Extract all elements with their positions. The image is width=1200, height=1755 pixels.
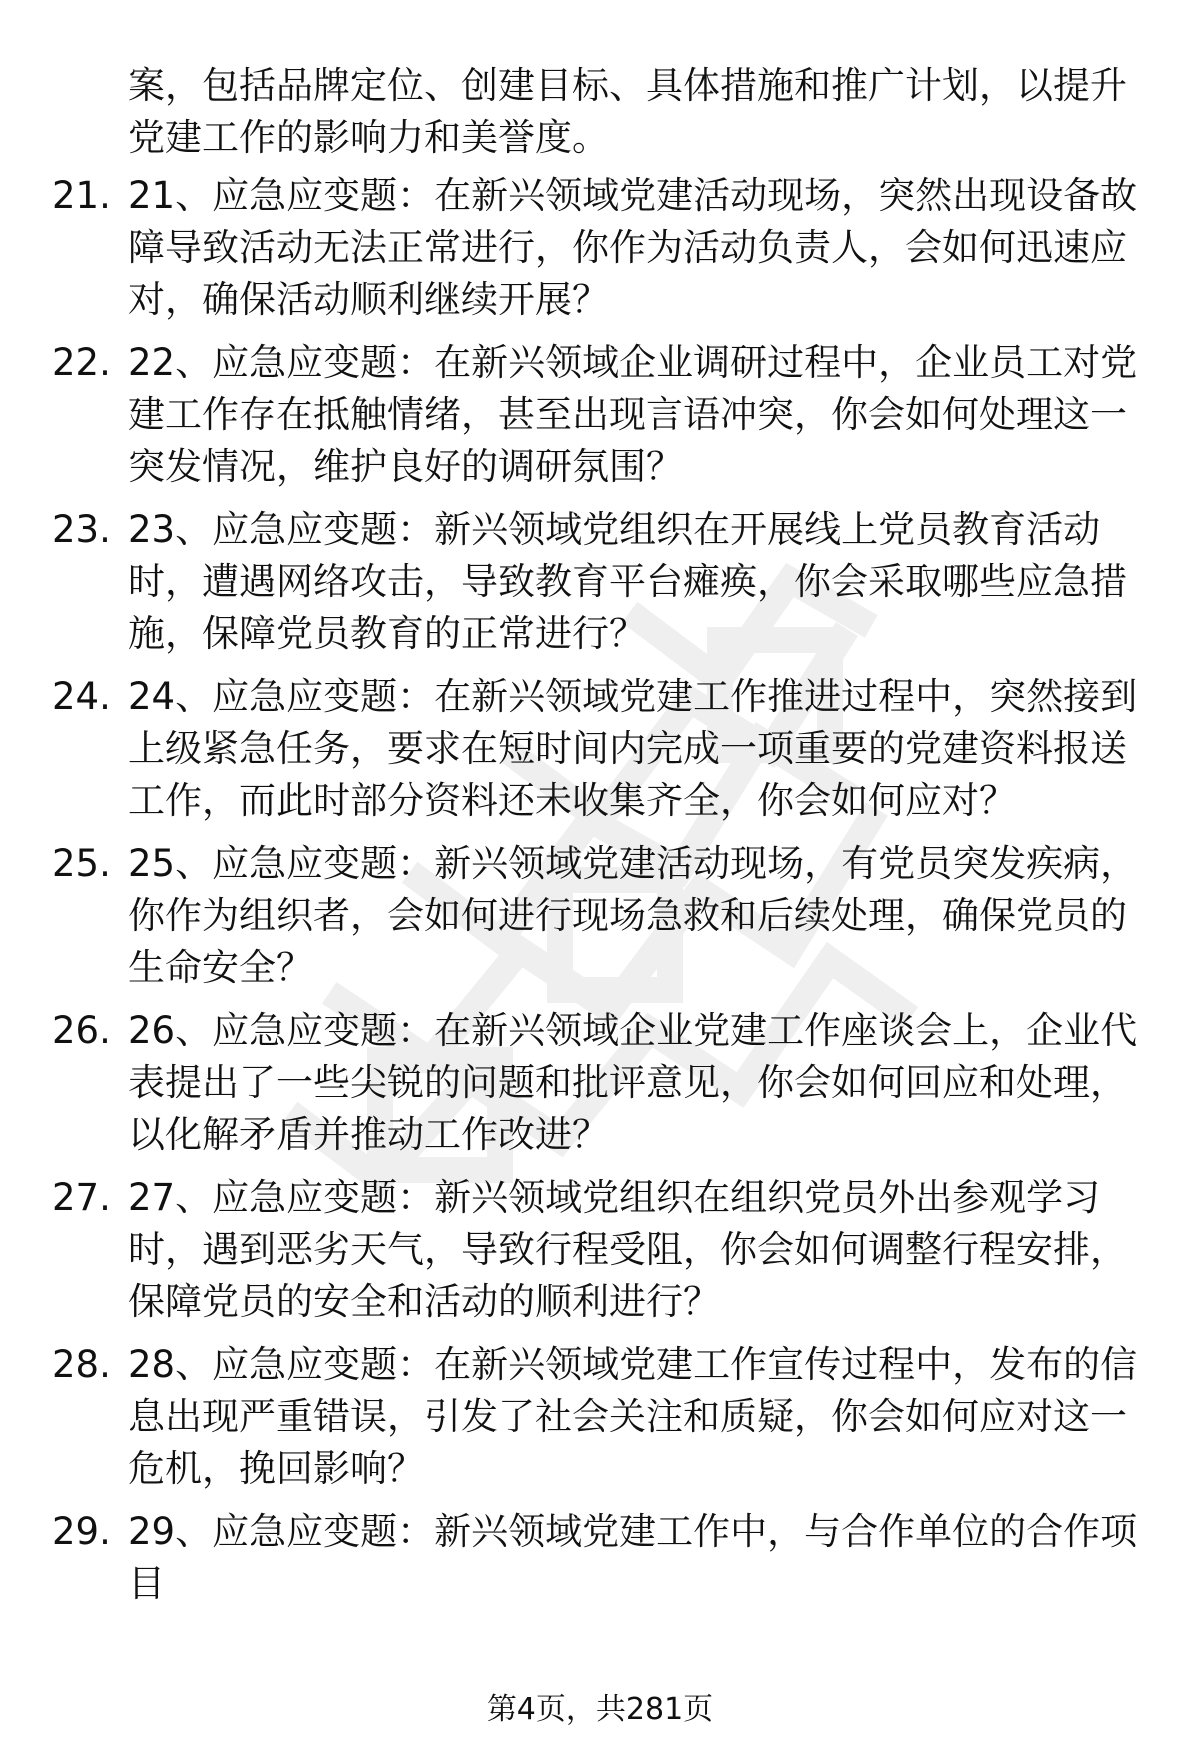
list-item <box>52 504 1152 660</box>
list-item <box>52 1172 1152 1328</box>
list-item-number: 24. <box>52 675 111 718</box>
list-item <box>52 170 1152 326</box>
list-item-text: 27、应急应变题：新兴领域党组织在组织党员外出参观学习时，遇到恶劣天气，导致行程受阻，你会如何调整行程安排，保障党员的安全和活动的顺利进行？ <box>128 1176 1127 1323</box>
list-item-number: 21. <box>52 174 111 217</box>
list-item-text: 28、应急应变题：在新兴领域党建工作宣传过程中，发布的信息出现严重错误，引发了社会关注和质疑，你会如何应对这一危机，挽回影响？ <box>128 1343 1138 1490</box>
list-item-text: 26、应急应变题：在新兴领域企业党建工作座谈会上，企业代表提出了一些尖锐的问题和批评意见，你会如何回应和处理，以化解矛盾并推动工作改进？ <box>128 1009 1138 1156</box>
list-item <box>52 838 1152 994</box>
list-item <box>52 337 1152 493</box>
list-item-number: 23. <box>52 508 111 551</box>
list-item <box>52 1339 1152 1495</box>
list-item-number: 26. <box>52 1009 111 1052</box>
list-item-text: 21、应急应变题：在新兴领域党建活动现场，突然出现设备故障导致活动无法正常进行，你作为活动负责人，会如何迅速应对，确保活动顺利继续开展？ <box>128 174 1138 321</box>
continuation-paragraph: 案，包括品牌定位、创建目标、具体措施和推广计划，以提升党建工作的影响力和美誉度。 <box>128 64 1127 159</box>
list-item-number: 25. <box>52 842 111 885</box>
list-item <box>52 1506 1152 1610</box>
list-item <box>52 1005 1152 1161</box>
page-footer: 第4页，共281页 <box>486 1692 714 1727</box>
list-item-text: 25、应急应变题：新兴领域党建活动现场，有党员突发疾病，你作为组织者，会如何进行现场急救和后续处理，确保党员的生命安全？ <box>128 842 1138 989</box>
list-item-text: 24、应急应变题：在新兴领域党建工作推进过程中，突然接到上级紧急任务，要求在短时间内完成一项重要的党建资料报送工作，而此时部分资料还未收集齐全，你会如何应对？ <box>128 675 1138 822</box>
list-item-text: 22、应急应变题：在新兴领域企业调研过程中，企业员工对党建工作存在抵触情绪，甚至出现言语冲突，你会如何处理这一突发情况，维护良好的调研氛围？ <box>128 341 1138 488</box>
list-item-number: 22. <box>52 341 111 384</box>
list-item <box>52 671 1152 827</box>
list-item-number: 29. <box>52 1510 111 1553</box>
list-item-number: 27. <box>52 1176 111 1219</box>
list-item-number: 28. <box>52 1343 111 1386</box>
list-item-text: 29、应急应变题：新兴领域党建工作中，与合作单位的合作项目 <box>128 1510 1138 1605</box>
list-item-text: 23、应急应变题：新兴领域党组织在开展线上党员教育活动时，遭遇网络攻击，导致教育平台瘫痪，你会采取哪些应急措施，保障党员教育的正常进行？ <box>128 508 1127 655</box>
